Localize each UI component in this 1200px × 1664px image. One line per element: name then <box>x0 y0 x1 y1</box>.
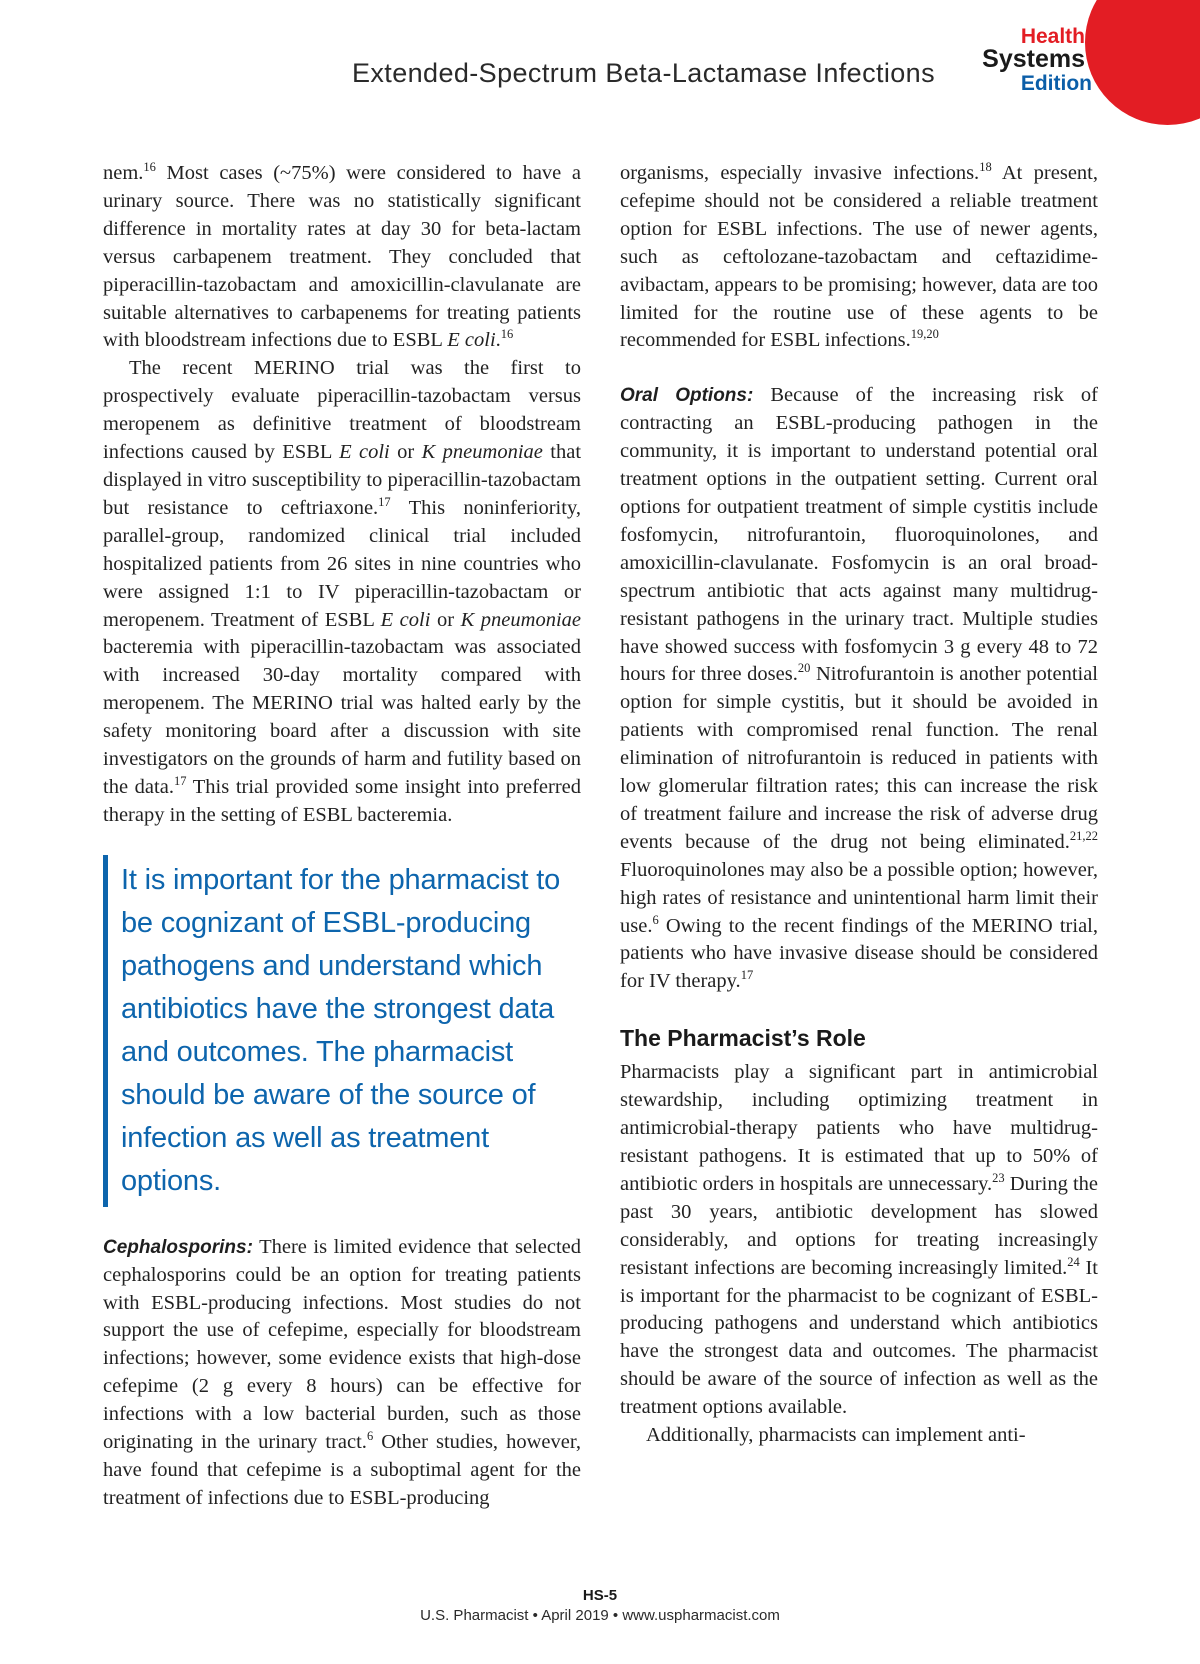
page-number: HS-5 <box>582 1587 618 1604</box>
organism-name: E coli <box>447 329 496 352</box>
text-run: or <box>430 608 461 631</box>
publication-credit: U.S. Pharmacist • April 2019 • www.uspharmacist.com <box>420 1607 780 1624</box>
running-header-title: Extended-Spectrum Beta-Lactamase Infections <box>352 58 935 88</box>
text-run: Nitrofurantoin is another potential option for simple cystitis, but it should be avoided in patients with compromised renal function. The renal elimination of nitrofurantoin is reduced in patients with low glomerular filtration rates; this can increase the risk of treatment failure and increase the risk of adverse drug events because of the drug not being eliminated. <box>620 663 1099 853</box>
citation-superscript: 17 <box>740 968 754 983</box>
text-run: Owing to the recent findings of the MERINO trial, patients who have invasive disease should be considered for IV therapy. <box>620 914 1098 993</box>
organism-name: K pneumoniae <box>460 608 582 631</box>
section-heading: The Pharmacist’s Role <box>620 1025 866 1052</box>
run-in-heading: Oral Options: <box>620 385 754 407</box>
right-column <box>620 160 1098 1450</box>
text-run: Most cases (~75%) were considered to have a urinary source. There was no statistically significant difference in mortality rates at day 30 for beta-lactam versus carbapenem treatment. They concluded that piperacillin-tazobactam and amoxicillin-clavulanate are suitable alternatives to carbapenems for treating patients with bloodstream infections due to ESBL <box>103 162 581 352</box>
text-run: This noninferiority, parallel-group, randomized clinical trial included hospitalized patients from 26 sites in nine countries who were assigned 1:1 to IV piperacillin-tazobactam or meropenem. Treatment of ESBL <box>103 496 581 631</box>
text-run: There is limited evidence that selected cephalosporins could be an option for treating patients with ESBL-producing infections. Most studies do not support the use of cefepime, especially for bloodstream infections; however, some evidence exists that high-dose cefepime (2 g every 8 hours) can be effective for infections with a low bacterial burden, such as those originating in the urinary tract. <box>103 1235 581 1454</box>
citation-superscript: 17 <box>378 495 391 510</box>
text-run: The recent MERINO trial was the first to prospectively evaluate piperacillin-tazobactam versus meropenem as definitive treatment of bloodstream infections caused by ESBL <box>103 357 581 464</box>
text-run: Fluoroquinolones may also be a possible option; however, high rates of resistance and unintentional harm limit their use. <box>620 858 1098 937</box>
organism-name: E coli <box>380 608 431 631</box>
body-paragraph <box>103 1234 581 1513</box>
citation-superscript: 21,22 <box>1069 829 1098 844</box>
body-paragraph: Additionally, pharmacists can implement anti- <box>646 1424 1026 1447</box>
text-run: organisms, especially invasive infections. <box>620 162 980 184</box>
text-run: At present, cefepime should not be considered a reliable treatment option for ESBL infections. The use of newer agents, such as ceftolozane-tazobactam and ceftazidime-avibactam, appears to be promising; however, data are too limited for the routine use of these agents to be recommended for ESBL infections. <box>620 162 1098 352</box>
citation-superscript: 16 <box>143 160 156 175</box>
pull-quote: It is important for the pharmacist to be cognizant of ESBL-producing pathogens and understand which antibiotics have the strongest data and outcomes. The pharmacist should be aware of the source of infection as well as treatment options. <box>103 855 581 1207</box>
edition-circle-graphic <box>1085 0 1200 125</box>
citation-superscript: 20 <box>797 661 811 676</box>
citation-superscript: 19,20 <box>910 327 939 342</box>
text-run: . <box>495 329 501 352</box>
organism-name: E coli <box>339 441 390 464</box>
organism-name: K pneumoniae <box>421 441 543 464</box>
text-run: that displayed in vitro susceptibility to piperacillin-tazobactam but resistance to ceftriaxone. <box>103 441 582 519</box>
citation-superscript: 17 <box>173 774 187 789</box>
text-run: Pharmacists play a significant part in antimicrobial stewardship, including optimizing treatment in antimicrobial-therapy patients who have multidrug-resistant pathogens. It is estimated that up to 50% of antibiotic orders in hospitals are unnecessary. <box>620 1061 1098 1195</box>
body-paragraph <box>620 1059 1098 1422</box>
text-run: It is important for the pharmacist to be cognizant of ESBL-producing pathogens and understand which antibiotics have the strongest data and outcomes. The pharmacist should be aware of the source of infection as well as the treatment options available. <box>620 1256 1098 1419</box>
text-run: or <box>389 441 422 464</box>
logo-health-word: Health <box>1020 25 1085 48</box>
body-paragraph <box>103 355 581 829</box>
text-run: During the past 30 years, antibiotic development has slowed considerably, and options for treating increasingly resistant infections are becoming increasingly limited. <box>620 1172 1098 1279</box>
citation-superscript: 6 <box>652 912 659 927</box>
text-run: This trial provided some insight into preferred therapy in the setting of ESBL bacteremia. <box>103 775 581 826</box>
logo-systems-word: Systems <box>982 45 1085 73</box>
text-run: Other studies, however, have found that cefepime is a suboptimal agent for the treatment of infections due to ESBL-producing <box>103 1431 581 1509</box>
citation-superscript: 18 <box>979 160 992 175</box>
body-paragraph <box>620 382 1098 996</box>
logo-edition-word: Edition <box>1020 72 1092 95</box>
text-run: nem. <box>103 162 144 184</box>
text-run: bacteremia with piperacillin-tazobactam was associated with increased 30-day mortality compared with meropenem. The MERINO trial was halted early by the safety monitoring board after a discussion with site investigators on the grounds of harm and futility based on the data. <box>103 636 581 798</box>
citation-superscript: 23 <box>992 1171 1005 1186</box>
body-paragraph <box>103 160 581 355</box>
run-in-heading: Cephalosporins: <box>103 1236 253 1258</box>
body-paragraph <box>620 160 1098 355</box>
citation-superscript: 24 <box>1067 1254 1080 1269</box>
text-run: Because of the increasing risk of contracting an ESBL-producing pathogen in the community, it is important to understand potential oral treatment options in the outpatient setting. Current oral options for outpatient treatment of simple cystitis include fosfomycin, nitrofurantoin, fluoroquinolones, and amoxicillin-clavulanate. Fosfomycin is an oral broad-spectrum antibiotic that acts against many multidrug-resistant pathogens in the urinary tract. Multiple studies have showed success with fosfomycin 3 g every 48 to 72 hours for three doses. <box>620 384 1098 686</box>
citation-superscript: 16 <box>500 327 514 342</box>
left-column <box>103 160 581 1513</box>
citation-superscript: 6 <box>366 1429 374 1444</box>
